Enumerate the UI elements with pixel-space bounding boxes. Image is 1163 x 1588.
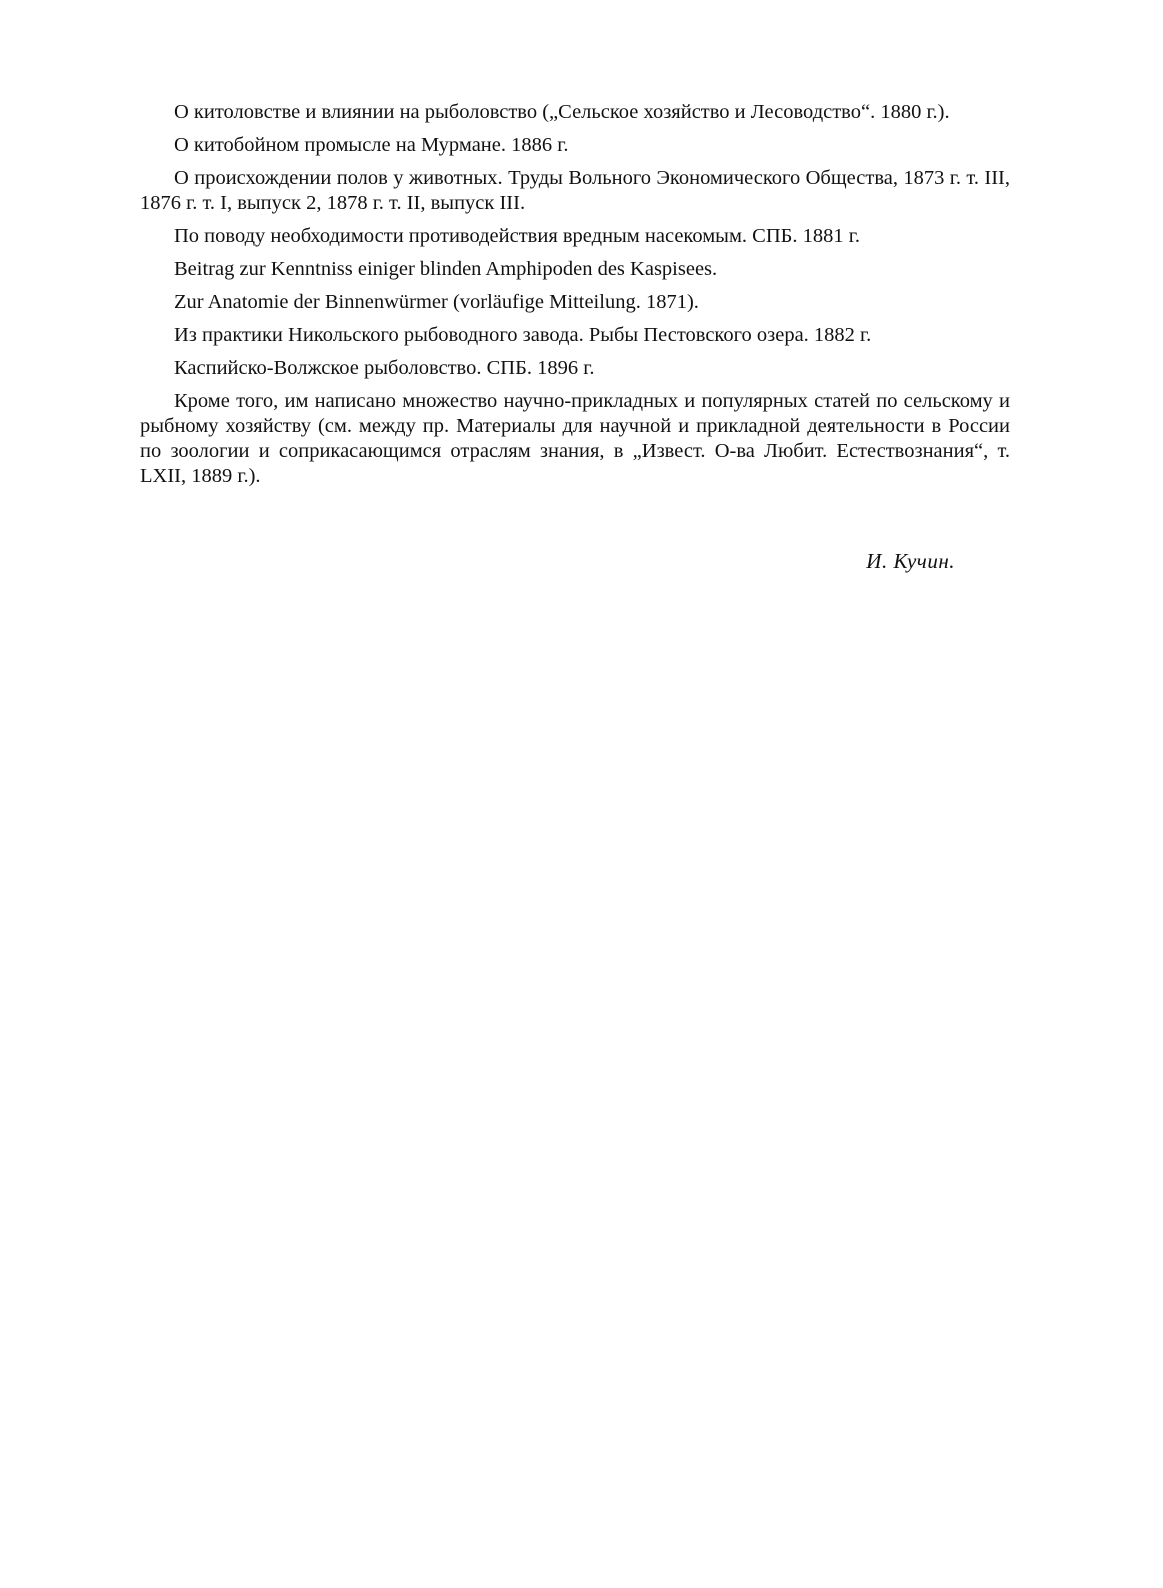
bibliography-entry: О происхождении полов у животных. Труды Вольного Экономического Общества, 1873 г. т. III, 1876 г. т. I, выпуск 2, 1878 г. т. II, выпуск III. [140,167,1010,214]
bibliography-entry: Из практики Никольского рыбоводного завода. Рыбы Пестовского озера. 1882 г. [174,324,872,346]
bibliography-entry: Каспийско-Волжское рыболовство. СПБ. 1896 г. [174,357,595,379]
bibliography-entry: По поводу необходимости противодействия вредным насекомым. СПБ. 1881 г. [174,225,861,247]
bibliography-entry: Beitrag zur Kenntniss einiger blinden Amphipoden des Kaspisees. [174,258,718,280]
bibliography-text [140,100,1010,489]
bibliography-entry: О китоловстве и влиянии на рыболовство („Сельское хозяйство и Лесоводство“. 1880 г.). [174,101,950,123]
author-signature: И. Кучин. [866,549,955,573]
bibliography-entry: Zur Anatomie der Binnenwürmer (vorläufige Mitteilung. 1871). [174,291,699,313]
closing-paragraph: Кроме того, им написано множество научно-прикладных и популярных статей по сельскому и рыбному хозяйству (см. между пр. Материалы для научной и прикладной деятельности в России по зоологии и соприкасающимся отраслям знания, в „Извест. О-ва Любит. Естествознания“, т. LXII, 1889 г.). [140,390,1010,487]
bibliography-entry: О китобойном промысле на Мурмане. 1886 г. [174,134,569,156]
